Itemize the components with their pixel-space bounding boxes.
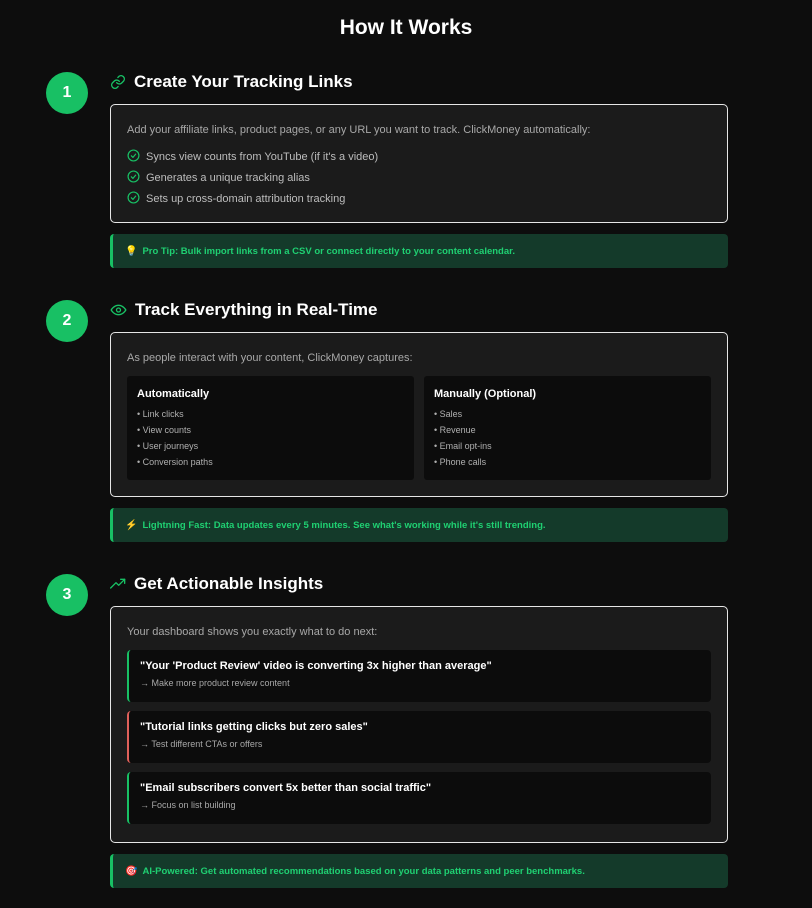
step-number-badge: 1 — [46, 72, 88, 114]
tip-text: Lightning Fast: Data updates every 5 minutes. See what's working while it's still trending. — [142, 519, 546, 531]
lightning-fast-callout — [110, 508, 728, 542]
page-title: How It Works — [339, 16, 473, 39]
step-number-badge: 3 — [46, 574, 88, 616]
automatic-panel — [127, 376, 414, 480]
step-header — [110, 71, 353, 93]
ai-powered-callout — [110, 854, 728, 888]
checklist-item-text: Syncs view counts from YouTube (if it's a video) — [146, 151, 379, 163]
checklist-item-text: Sets up cross-domain attribution tracking — [146, 193, 346, 205]
insight-quote: "Email subscribers convert 5x better than social traffic" — [140, 782, 432, 794]
step-header — [110, 573, 323, 595]
step-card — [110, 104, 728, 223]
insight-action: → Make more product review content — [140, 678, 290, 688]
insight-quote: "Tutorial links getting clicks but zero sales" — [140, 721, 368, 733]
insight-item — [127, 711, 711, 763]
panel-title: Automatically — [137, 388, 210, 400]
insight-action: → Test different CTAs or offers — [140, 739, 263, 749]
eye-icon — [110, 302, 127, 318]
lightbulb-icon: 💡 — [125, 245, 138, 257]
checklist-item — [127, 170, 310, 186]
checklist-item — [127, 191, 345, 207]
panel-item: • Revenue — [434, 425, 476, 435]
check-circle-icon — [127, 149, 140, 165]
link-icon — [110, 74, 126, 90]
panel-item: • Email opt-ins — [434, 441, 492, 451]
panel-item: • Link clicks — [137, 409, 184, 419]
step-number-badge: 2 — [46, 300, 88, 342]
checklist-item-text: Generates a unique tracking alias — [146, 172, 310, 184]
lightning-icon: ⚡ — [125, 519, 138, 531]
card-intro: Your dashboard shows you exactly what to do next: — [127, 626, 378, 638]
panel-item: • Conversion paths — [137, 457, 213, 467]
card-intro: Add your affiliate links, product pages, or any URL you want to track. ClickMoney automatically: — [127, 124, 591, 136]
pro-tip-callout — [110, 234, 728, 268]
step-card — [110, 332, 728, 497]
panel-item: • User journeys — [137, 441, 199, 451]
step-header — [110, 299, 378, 321]
panel-item: • Sales — [434, 409, 463, 419]
checklist-item — [127, 149, 378, 165]
target-icon: 🎯 — [125, 865, 138, 877]
insight-quote: "Your 'Product Review' video is converting 3x higher than average" — [140, 660, 492, 672]
step-title: Track Everything in Real-Time — [135, 300, 378, 319]
tip-text: AI-Powered: Get automated recommendations based on your data patterns and peer benchmarks. — [142, 865, 585, 877]
manual-panel — [424, 376, 711, 480]
card-intro: As people interact with your content, ClickMoney captures: — [127, 352, 413, 364]
insight-item — [127, 650, 711, 702]
panel-title: Manually (Optional) — [434, 388, 537, 400]
panel-item: • Phone calls — [434, 457, 487, 467]
trending-up-icon — [110, 576, 126, 592]
insight-action: → Focus on list building — [140, 800, 236, 810]
panel-item: • View counts — [137, 425, 192, 435]
step-title: Create Your Tracking Links — [134, 72, 353, 91]
step-title: Get Actionable Insights — [134, 574, 324, 593]
tip-text: Pro Tip: Bulk import links from a CSV or connect directly to your content calendar. — [142, 245, 515, 257]
check-circle-icon — [127, 191, 140, 207]
insight-item — [127, 772, 711, 824]
check-circle-icon — [127, 170, 140, 186]
step-card — [110, 606, 728, 843]
